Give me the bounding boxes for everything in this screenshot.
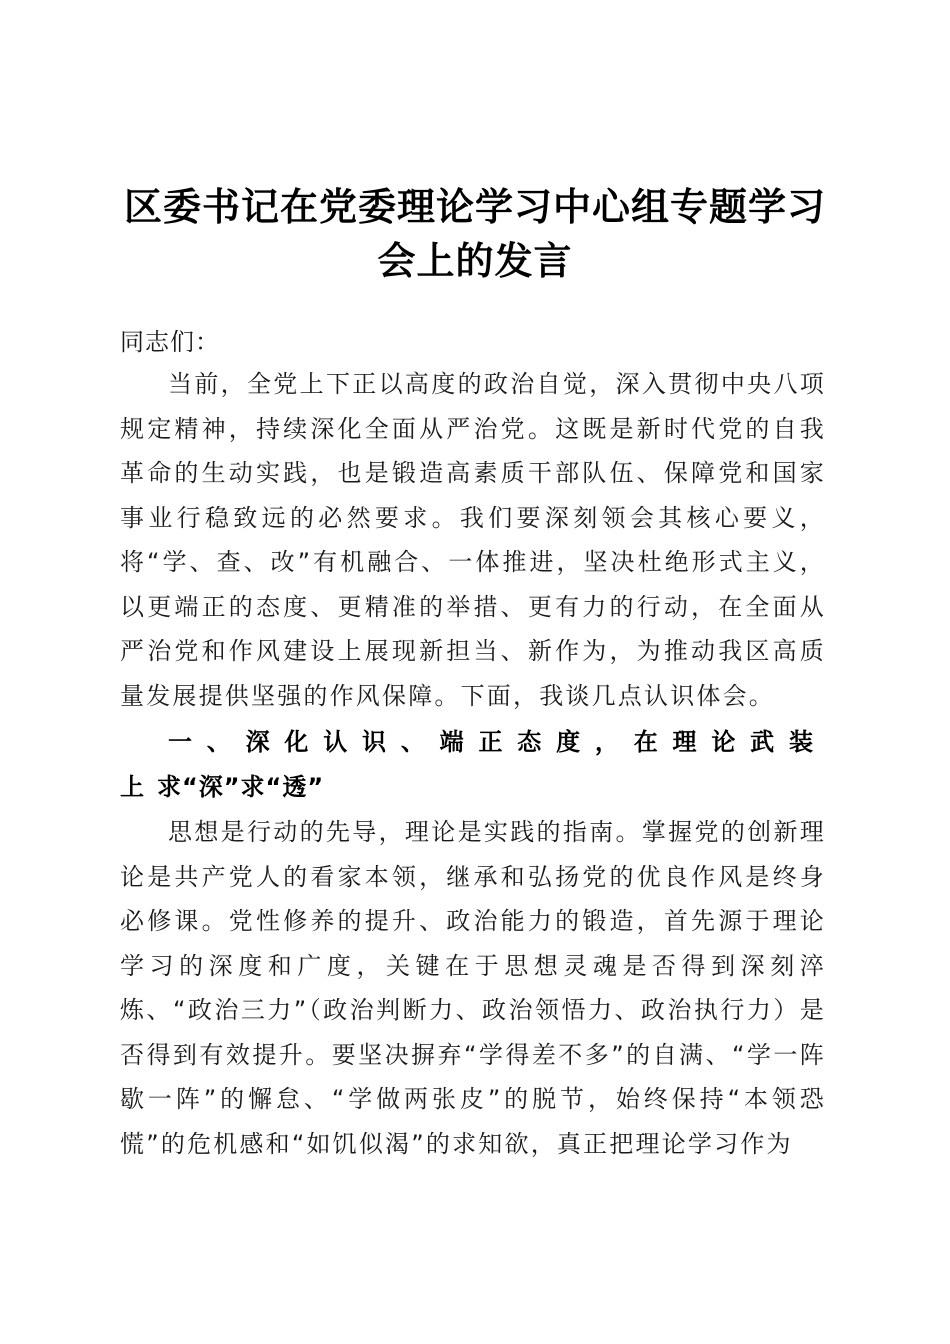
section-heading-main: 一、深化认识、端正态度，在理论武装上	[120, 728, 826, 801]
section-heading-1	[120, 720, 826, 810]
paragraph-intro: 当前，全党上下正以高度的政治自觉，深入贯彻中央八项规定精神，持续深化全面从严治党。这既是新时代党的自我革命的生动实践，也是锻造高素质干部队伍、保障党和国家事业行稳致远的必然要求。我们要深刻领会其核心要义，将“学、查、改”有机融合、一体推进，坚决杜绝形式主义，以更端正的态度、更精准的举措、更有力的行动，在全面从严治党和作风建设上展现新担当、新作为，为推动我区高质量发展提供坚强的作风保障。下面，我谈几点认识体会。	[120, 370, 826, 710]
salutation: 同志们：	[120, 328, 220, 356]
document-title: 区委书记在党委理论学习中心组专题学习会上的发言	[123, 184, 826, 284]
paragraph-section-1: 思想是行动的先导，理论是实践的指南。掌握党的创新理论是共产党人的看家本领，继承和弘扬党的优良作风是终身必修课。党性修养的提升、政治能力的锻造，首先源于理论学习的深度和广度，关键在于思想灵魂是否得到深刻淬炼、“政治三力”（政治判断力、政治领悟力、政治执行力）是否得到有效提升。要坚决摒弃“学得差不多”的自满、“学一阵歇一阵”的懈怠、“学做两张皮”的脱节，始终保持“本领恐慌”的危机感和“如饥似渴”的求知欲，真正把理论学习作为	[120, 818, 826, 1158]
section-heading-tail: 求“深”求“透”	[157, 773, 325, 801]
